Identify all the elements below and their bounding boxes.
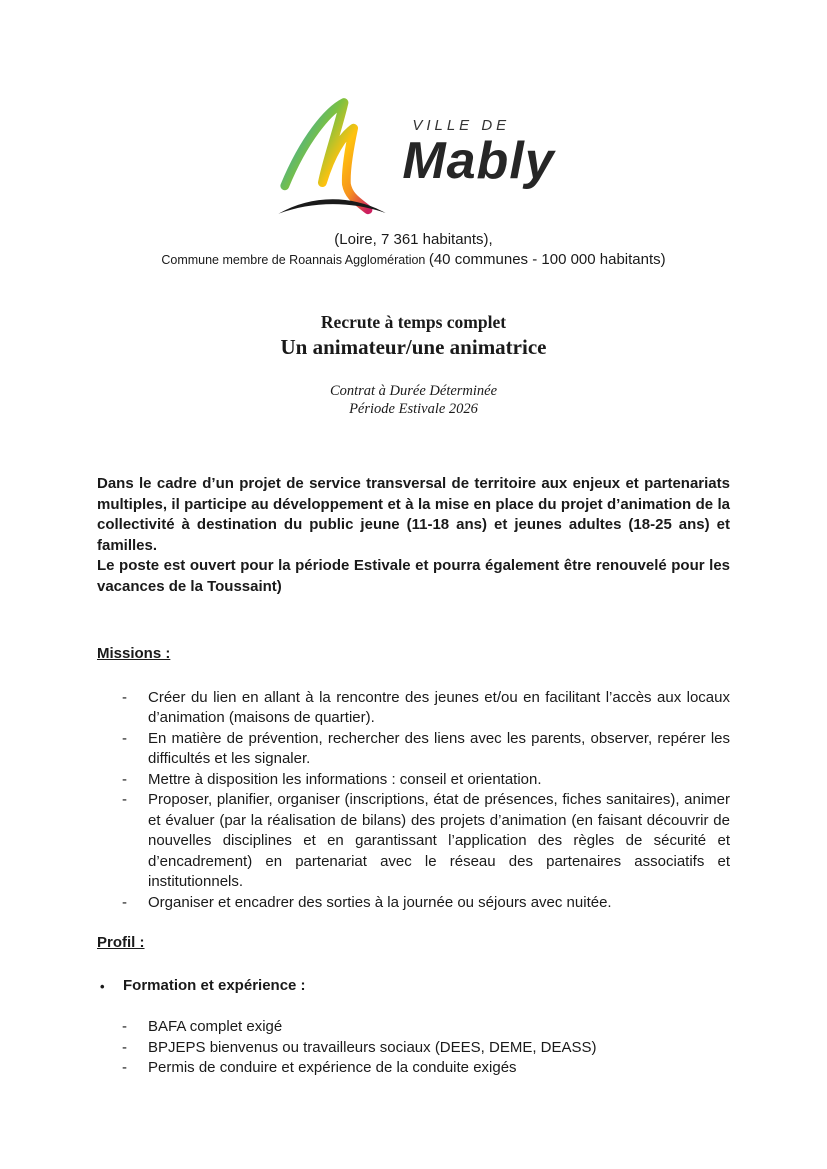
dash-marker: - [122, 1059, 127, 1077]
formation-subheading-row [97, 976, 730, 998]
mission-item-text: Proposer, planifier, organiser (inscriptions, état de présences, fiches sanitaires), animer et évaluer (par la réalisation de bilans) des projets d’animation (en faisant découvrir de nouvelles disciplines et en garantissant l’application des règles de sécurité et d’encadrement) en partenariat avec le réseau des partenaires associatifs et institutionnels. [148, 791, 730, 891]
dash-marker: - [122, 688, 127, 706]
mission-item [97, 770, 730, 791]
mission-item-text: Mettre à disposition les informations : conseil et orientation. [148, 770, 542, 788]
profil-item-text: BPJEPS bienvenus ou travailleurs sociaux (DEES, DEME, DEASS) [148, 1038, 597, 1056]
profil-list [97, 1017, 730, 1079]
logo-ville-de-label: VILLE DE [412, 117, 511, 134]
mably-m-logo-icon [272, 93, 392, 221]
profil-item [97, 1038, 730, 1059]
dash-marker: - [122, 893, 127, 911]
bullet-marker: • [100, 978, 105, 994]
profil-item [97, 1017, 730, 1038]
position-title: Un animateur/une animatrice [280, 334, 547, 359]
agglomeration-line [97, 251, 730, 268]
profil-item-text: Permis de conduire et expérience de la conduite exigés [148, 1059, 517, 1077]
mission-item-text: Organiser et encadrer des sorties à la journée ou séjours avec nuitée. [148, 893, 612, 911]
intro-paragraph-1: Dans le cadre d’un projet de service transversal de territoire aux enjeux et partenariats multiples, il participe au développement et à la mise en place du projet d’animation de la collectivité à destination du public jeune (11-18 ans) et jeunes adultes (18-25 ans) et familles. [97, 475, 730, 554]
agglomeration-line-small: Commune membre de Roannais Agglomération [161, 253, 429, 267]
dash-marker: - [122, 770, 127, 788]
dash-marker: - [122, 791, 127, 809]
agglomeration-line-large: (40 communes - 100 000 habitants) [428, 251, 666, 268]
mission-item-text: En matière de prévention, rechercher des liens avec les parents, observer, repérer les difficultés et les signaler. [148, 729, 730, 768]
mission-item [97, 790, 730, 893]
mission-item [97, 688, 730, 729]
profil-heading: Profil : [97, 934, 145, 952]
job-title-block [97, 311, 730, 360]
dash-marker: - [122, 1018, 127, 1036]
profil-item [97, 1058, 730, 1079]
logo-mably-label: Mably [402, 132, 555, 190]
recruitment-line: Recrute à temps complet [320, 312, 507, 332]
mission-item [97, 893, 730, 914]
dash-marker: - [122, 1038, 127, 1056]
mission-item-text: Créer du lien en allant à la rencontre des jeunes et/ou en facilitant l’accès aux locaux d’animation (maisons de quartier). [148, 688, 730, 727]
logo-wordmark [402, 93, 554, 189]
contract-block [97, 382, 730, 418]
profil-item-text: BAFA complet exigé [148, 1018, 283, 1036]
dash-marker: - [122, 729, 127, 747]
intro-block [97, 474, 730, 597]
contract-period-line: Période Estivale 2026 [349, 401, 478, 418]
mission-item [97, 729, 730, 770]
logo [97, 0, 730, 221]
contract-type-line: Contrat à Durée Déterminée [329, 383, 498, 399]
commune-population-line: (Loire, 7 361 habitants), [334, 231, 493, 248]
intro-paragraph-2: Le poste est ouvert pour la période Estivale et pourra également être renouvelé pour les vacances de la Toussaint) [97, 557, 730, 595]
formation-subheading: Formation et expérience : [123, 976, 306, 994]
missions-heading: Missions : [97, 645, 171, 663]
missions-list [97, 688, 730, 914]
